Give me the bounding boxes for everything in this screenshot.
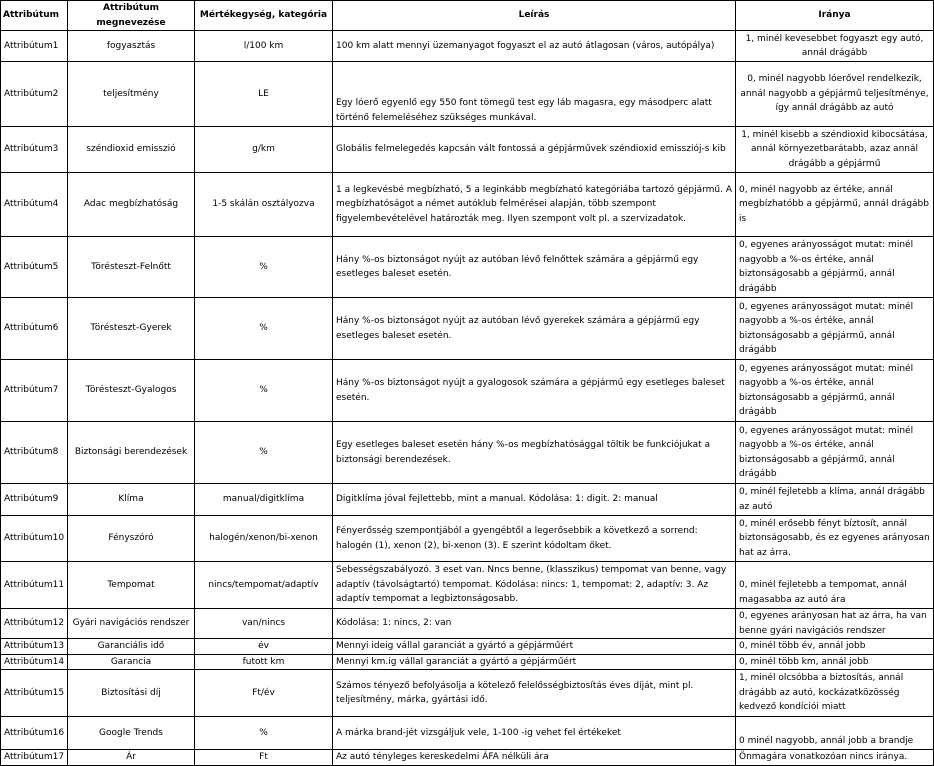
table-row [1,670,934,717]
attribute-description: Számos tényező befolyásolja a kötelező felelősségbiztosítás éves díját, mint pl. teljesítmény, márka, gyártási idő. [333,670,736,717]
header-attribute: Attribútum [1,1,68,31]
attribute-description: Hány %-os biztonságot nyújt az autóban lévő gyerekek számára a gépjármű egy esetleges baleset esetén. [333,298,736,360]
attribute-direction: 0, egyenes arányosságot mutat: minél nagyobb a %-os értéke, annál biztonságosabb a gépjármű, annál drágább [736,360,934,422]
attribute-id: Attribútum13 [1,639,68,655]
header-unit: Mértékegység, kategória [195,1,333,31]
header-direction: Iránya [736,1,934,31]
attribute-direction: 0, minél nagyobb az értéke, annál megbízhatóbb a gépjármű, annál drágább is [736,173,934,237]
attribute-direction: 0, minél több km, annál jobb [736,654,934,670]
attribute-description: 1 a legkevésbé megbízható, 5 a leginkább megbízható kategóriába tartozó gépjármű. A megbízhatóságot a német autóklub felmérései alapján, több szempont figyelembevételével határozták meg. Ilyen szempont volt pl. a szervizadatok. [333,173,736,237]
attribute-unit: futott km [195,654,333,670]
attribute-id: Attribútum10 [1,516,68,562]
attribute-description: Egy lóerő egyenlő egy 550 font tömegű test egy láb magasra, egy másodperc alatt történő felemeléséhez szükséges munkával. [333,62,736,127]
attribute-id: Attribútum17 [1,750,68,766]
attribute-name: Ár [68,750,195,766]
attribute-id: Attribútum6 [1,298,68,360]
attribute-unit: l/100 km [195,31,333,62]
attribute-id: Attribútum16 [1,717,68,750]
attribute-direction: Önmagára vonatkozóan nincs iránya. [736,750,934,766]
attribute-name: Garanciális idő [68,639,195,655]
attribute-id: Attribútum12 [1,609,68,639]
table-row [1,31,934,62]
attribute-description: Egy esetleges baleset esetén hány %-os megbízhatósággal töltik be funkciójukat a biztonsági berendezések. [333,422,736,484]
attribute-direction: 0, egyenes arányosságot mutat: minél nagyobb a %-os értéke, annál biztonságosabb a gépjármű, annál drágább [736,237,934,298]
header-attribute-name: Attribútum megnevezése [68,1,195,31]
attribute-unit: g/km [195,127,333,173]
attribute-unit: Ft [195,750,333,766]
attribute-direction: 0, egyenes arányosan hat az árra, ha van benne gyári navigációs rendszer [736,609,934,639]
attribute-name: Garancia [68,654,195,670]
attribute-description: 100 km alatt mennyi üzemanyagot fogyaszt el az autó átlagosan (város, autópálya) [333,31,736,62]
attribute-name: Törésteszt-Gyerek [68,298,195,360]
attribute-unit: % [195,237,333,298]
attribute-description: Sebességszabályozó. 3 eset van. Nncs benne, (klasszikus) tempomat van benne, vagy adaptív (távolságtartó) tempomat. Kódolása: nincs: 1, tempomat: 2, adaptív: 3. Az adaptív tempomat a legbiztonságosabb. [333,562,736,609]
attribute-id: Attribútum14 [1,654,68,670]
table-row [1,237,934,298]
attribute-direction: 0, minél fejletebb a klíma, annál drágább az autó [736,484,934,516]
table-row [1,422,934,484]
attribute-name: teljesítmény [68,62,195,127]
attribute-name: fogyasztás [68,31,195,62]
attribute-name: Törésteszt-Felnőtt [68,237,195,298]
table-row [1,639,934,655]
attribute-id: Attribútum5 [1,237,68,298]
attribute-id: Attribútum3 [1,127,68,173]
attribute-name: Biztosítási díj [68,670,195,717]
attribute-name: Biztonsági berendezések [68,422,195,484]
attribute-unit: LE [195,62,333,127]
attribute-unit: év [195,639,333,655]
attribute-description: Globális felmelegedés kapcsán vált fontossá a gépjárművek széndioxid emissziój-s kib [333,127,736,173]
attribute-name: Google Trends [68,717,195,750]
attribute-direction: 0, egyenes arányosságot mutat: minél nagyobb a %-os értéke, annál biztonságosabb a gépjármű, annál drágább [736,422,934,484]
attribute-name: széndioxid emisszió [68,127,195,173]
attribute-direction: 1, minél kisebb a széndioxid kibocsátása, annál környezetbarátabb, azaz annál drágább a gépjármű [736,127,934,173]
attribute-id: Attribútum4 [1,173,68,237]
attribute-unit: manual/digitklíma [195,484,333,516]
table-row [1,484,934,516]
attribute-description: Mennyi km.ig vállal garanciát a gyártó a gépjárműért [333,654,736,670]
attribute-unit: % [195,298,333,360]
attribute-name: Klíma [68,484,195,516]
table-row [1,717,934,750]
attribute-direction: 0, minél fejletebb a tempomat, annál magasabba az autó ára [736,562,934,609]
attribute-id: Attribútum7 [1,360,68,422]
attribute-name: Törésteszt-Gyalogos [68,360,195,422]
attribute-direction: 1, minél kevesebbet fogyaszt egy autó, annál drágább [736,31,934,62]
attribute-description: Digitklíma jóval fejlettebb, mint a manual. Kódolása: 1: digit. 2: manual [333,484,736,516]
attribute-unit: Ft/év [195,670,333,717]
attribute-direction: 1, minél olcsóbba a biztosítás, annál drágább az autó, kockázatközösség kedvező kondíciói miatt [736,670,934,717]
attribute-name: Gyári navigációs rendszer [68,609,195,639]
table-row [1,173,934,237]
table-row [1,516,934,562]
table-row [1,609,934,639]
attribute-name: Fényszóró [68,516,195,562]
attribute-unit: van/nincs [195,609,333,639]
attribute-unit: halogén/xenon/bi-xenon [195,516,333,562]
attribute-unit: % [195,717,333,750]
attribute-description: Az autó tényleges kereskedelmi ÁFA nélküli ára [333,750,736,766]
table-row [1,127,934,173]
attribute-unit: % [195,360,333,422]
attribute-direction: 0, minél több év, annál jobb [736,639,934,655]
attribute-direction: 0, minél nagyobb lóerővel rendelkezik, annál nagyobb a gépjármű teljesítménye, így annál drágább az autó [736,62,934,127]
table-row [1,360,934,422]
attribute-direction: 0, minél erősebb fényt bíztosít, annál biztonságosabb, és ez egyenes arányosan hat az árra. [736,516,934,562]
attribute-description: Fényerősség szempontjából a gyengébtől a legerősebbik a következő a sorrend: halogén (1), xenon (2), bi-xenon (3). E szerint kódoltam őket. [333,516,736,562]
table-row [1,654,934,670]
attribute-unit: nincs/tempomat/adaptív [195,562,333,609]
attribute-id: Attribútum8 [1,422,68,484]
attribute-name: Adac megbízhatóság [68,173,195,237]
attribute-name: Tempomat [68,562,195,609]
attribute-direction: 0 minél nagyobb, annál jobb a brandje [736,717,934,750]
header-description: Leírás [333,1,736,31]
header-row [1,1,934,31]
attribute-id: Attribútum1 [1,31,68,62]
attribute-id: Attribútum2 [1,62,68,127]
attribute-id: Attribútum11 [1,562,68,609]
table-row [1,562,934,609]
attribute-description: Mennyi ideig vállal garanciát a gyártó a gépjárműért [333,639,736,655]
attribute-id: Attribútum9 [1,484,68,516]
table-row [1,298,934,360]
attribute-unit: % [195,422,333,484]
attribute-description: Hány %-os biztonságot nyújt az autóban lévő felnőttek számára a gépjármű egy esetleges baleset esetén. [333,237,736,298]
attribute-id: Attribútum15 [1,670,68,717]
attribute-description: Hány %-os biztonságot nyújt a gyalogosok számára a gépjármű egy esetleges baleset esetén. [333,360,736,422]
attribute-unit: 1-5 skálán osztályozva [195,173,333,237]
attribute-direction: 0, egyenes arányosságot mutat: minél nagyobb a %-os értéke, annál biztonságosabb a gépjármű, annál drágább [736,298,934,360]
table-row [1,62,934,127]
attribute-description: A márka brand-jét vizsgáljuk vele, 1-100 -ig vehet fel értékeket [333,717,736,750]
attribute-description: Kódolása: 1: nincs, 2: van [333,609,736,639]
table-row [1,750,934,766]
